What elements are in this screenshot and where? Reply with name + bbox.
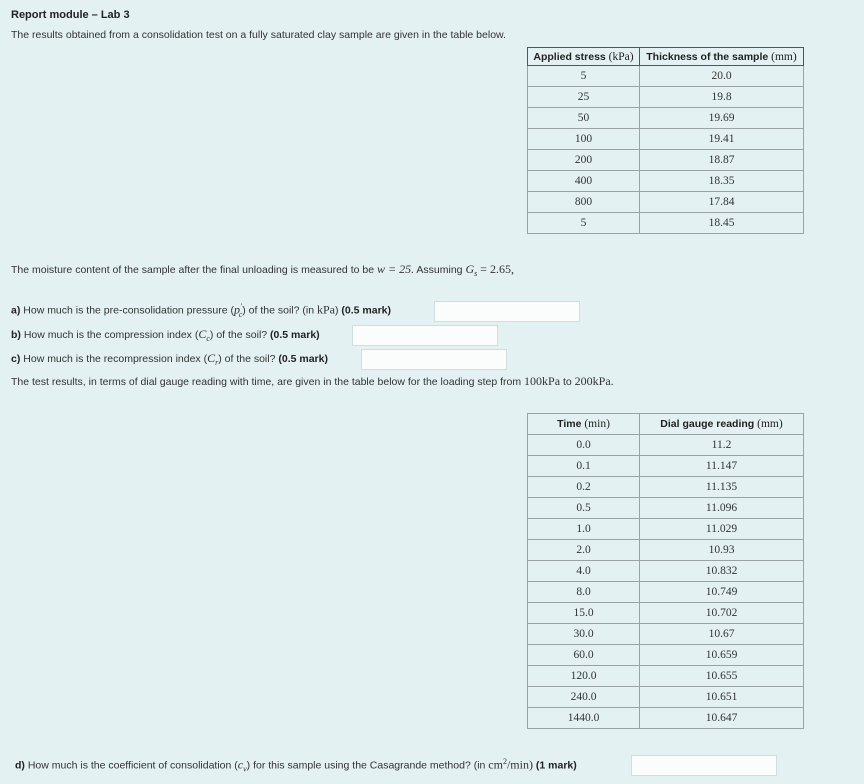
stress-thickness-table	[527, 47, 804, 234]
time-cell: 0.1	[528, 456, 640, 477]
answer-d-input[interactable]	[631, 755, 777, 776]
table-row	[528, 477, 804, 498]
reading-cell: 10.647	[640, 708, 804, 729]
moisture-expression: w = 25.	[376, 262, 415, 276]
table-row	[528, 66, 804, 87]
column-header-time: Time (min)	[528, 414, 640, 435]
table-row	[528, 456, 804, 477]
table-row	[528, 87, 804, 108]
column-header-dial-reading: Dial gauge reading (mm)	[640, 414, 804, 435]
table-row	[528, 192, 804, 213]
question-d: d) How much is the coefficient of consolidation $(c_v)$ for this sample using the Casagrande method? (in $cm^2/\min$) (1 mark)	[15, 757, 577, 774]
time-cell: 240.0	[528, 687, 640, 708]
thickness-cell: 18.87	[640, 150, 804, 171]
table-row	[528, 498, 804, 519]
time-cell: 60.0	[528, 645, 640, 666]
time-cell: 2.0	[528, 540, 640, 561]
table-row	[528, 519, 804, 540]
specific-gravity-value: = 2.65,	[480, 262, 514, 276]
reading-cell: 11.029	[640, 519, 804, 540]
reading-cell: 10.832	[640, 561, 804, 582]
reading-cell: 10.67	[640, 624, 804, 645]
table-header-row	[528, 414, 804, 435]
time-cell: 15.0	[528, 603, 640, 624]
question-b: b) How much is the compression index $(C_c)$ of the soil? (0.5 mark)	[11, 327, 320, 344]
stress-cell: 25	[528, 87, 640, 108]
time-cell: 8.0	[528, 582, 640, 603]
time-cell: 0.5	[528, 498, 640, 519]
reading-cell: 11.147	[640, 456, 804, 477]
thickness-cell: 20.0	[640, 66, 804, 87]
column-header-thickness: Thickness of the sample (mm)	[640, 48, 804, 66]
answer-b-input[interactable]	[352, 325, 498, 346]
reading-cell: 10.93	[640, 540, 804, 561]
dial-gauge-table	[527, 413, 804, 729]
stress-cell: 800	[528, 192, 640, 213]
stress-cell: 400	[528, 171, 640, 192]
reading-cell: 11.135	[640, 477, 804, 498]
table-row	[528, 561, 804, 582]
table-row	[528, 687, 804, 708]
time-cell: 1.0	[528, 519, 640, 540]
column-header-applied-stress: Applied stress (kPa)	[528, 48, 640, 66]
time-cell: 0.2	[528, 477, 640, 498]
thickness-cell: 18.45	[640, 213, 804, 234]
question-c: c) How much is the recompression index $(C_r)$ of the soil? (0.5 mark)	[11, 351, 328, 368]
table-row	[528, 582, 804, 603]
table-row	[528, 213, 804, 234]
reading-cell: 10.749	[640, 582, 804, 603]
table-row	[528, 108, 804, 129]
table-row	[528, 540, 804, 561]
table-row	[528, 624, 804, 645]
stress-cell: 5	[528, 213, 640, 234]
reading-cell: 11.2	[640, 435, 804, 456]
page-title: Report module – Lab 3	[11, 9, 130, 21]
thickness-cell: 19.41	[640, 129, 804, 150]
thickness-cell: 17.84	[640, 192, 804, 213]
table-row	[528, 150, 804, 171]
table-row	[528, 129, 804, 150]
thickness-cell: 19.8	[640, 87, 804, 108]
dial-intro: The test results, in terms of dial gauge reading with time, are given in the table below for the loading step from 100kPa to 200kPa.	[11, 374, 614, 388]
thickness-cell: 19.69	[640, 108, 804, 129]
table-row	[528, 708, 804, 729]
question-a: a) How much is the pre-consolidation pressure $(p'_c)$ of the soil? (in kPa) (0.5 mark)	[11, 302, 392, 319]
thickness-cell: 18.35	[640, 171, 804, 192]
table-row	[528, 435, 804, 456]
table-row	[528, 171, 804, 192]
table-row	[528, 603, 804, 624]
time-cell: 4.0	[528, 561, 640, 582]
answer-c-input[interactable]	[361, 349, 507, 370]
reading-cell: 10.651	[640, 687, 804, 708]
table-row	[528, 666, 804, 687]
reading-cell: 10.659	[640, 645, 804, 666]
specific-gravity-symbol: G	[465, 262, 475, 276]
time-cell: 120.0	[528, 666, 640, 687]
stress-cell: 100	[528, 129, 640, 150]
stress-cell: 200	[528, 150, 640, 171]
time-cell: 1440.0	[528, 708, 640, 729]
table-header-row	[528, 48, 804, 66]
answer-a-input[interactable]	[434, 301, 580, 322]
reading-cell: 10.702	[640, 603, 804, 624]
reading-cell: 10.655	[640, 666, 804, 687]
stress-cell: 50	[528, 108, 640, 129]
intro-text: The results obtained from a consolidation test on a fully saturated clay sample are given in the table below.	[11, 29, 506, 41]
time-cell: 0.0	[528, 435, 640, 456]
table-row	[528, 645, 804, 666]
reading-cell: 11.096	[640, 498, 804, 519]
time-cell: 30.0	[528, 624, 640, 645]
moisture-statement: The moisture content of the sample after the final unloading is measured to be w = 25. Assuming $G_s = 2.65$,	[11, 262, 514, 279]
stress-cell: 5	[528, 66, 640, 87]
